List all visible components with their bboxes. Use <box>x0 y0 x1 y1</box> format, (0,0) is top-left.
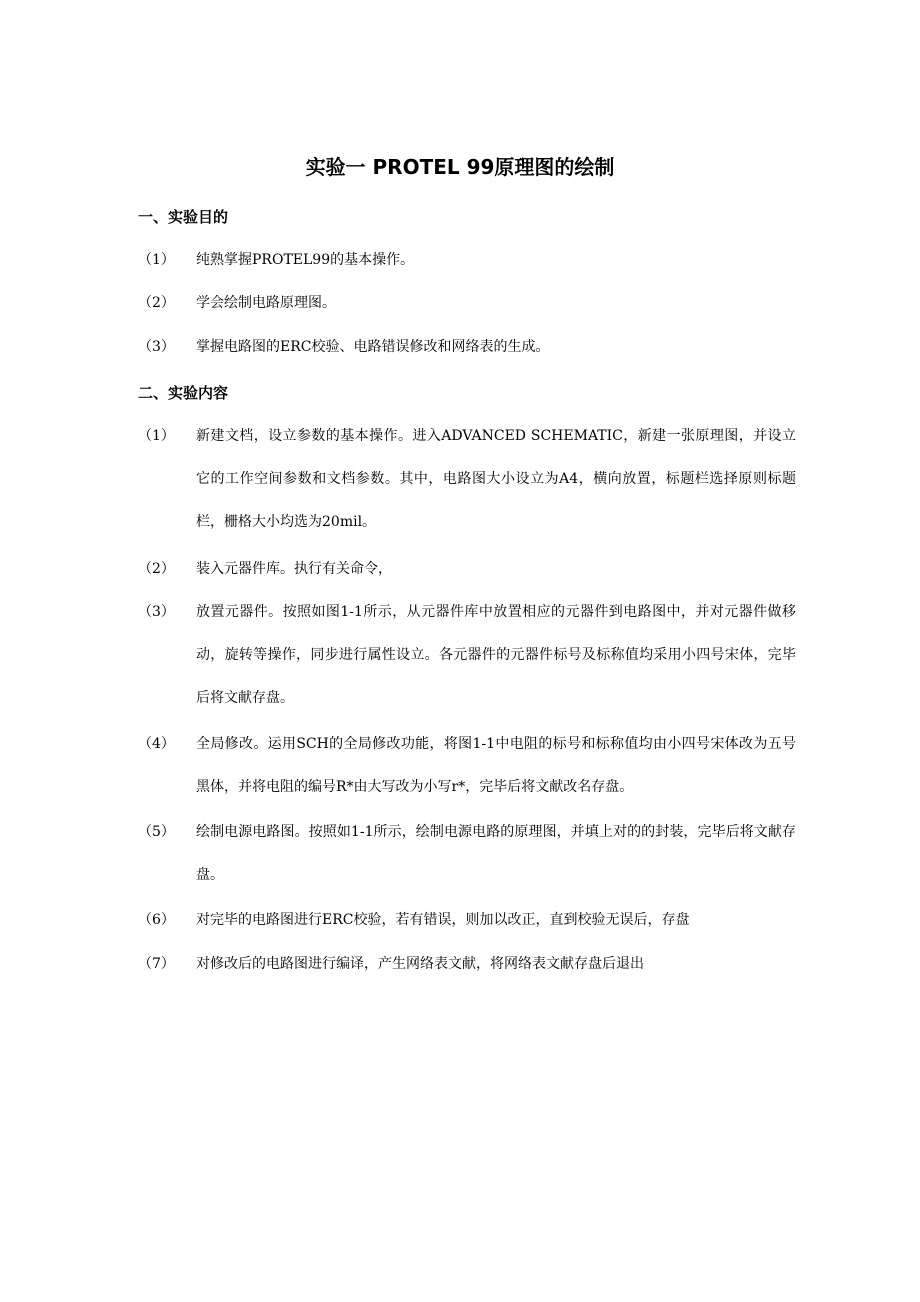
item-number: （5） <box>138 824 175 840</box>
section-heading-content: 二、实验内容 <box>138 384 229 402</box>
item-number: （1） <box>138 252 175 268</box>
list-item <box>138 943 798 986</box>
item-number: （1） <box>138 428 175 444</box>
document-title: 实验一 PROTEL 99原理图的绘制 <box>305 155 615 179</box>
item-text: 全局修改。运用SCH的全局修改功能，将图1-1中电阻的标号和标称值均由小四号宋体改为五号黑体，并将电阻的编号R*由大写改为小写r*，完毕后将文献改名存盘。 <box>196 736 796 795</box>
list-item <box>138 811 798 897</box>
item-text: 绘制电源电路图。按照如1-1所示，绘制电源电路的原理图，并填上对的的封装，完毕后将文献存盘。 <box>196 824 796 883</box>
item-text: 掌握电路图的ERC校验、电路错误修改和网络表的生成。 <box>196 339 550 355</box>
list-item <box>138 326 798 369</box>
item-number: （3） <box>138 339 175 355</box>
item-number: （7） <box>138 956 175 972</box>
item-text: 新建文档，设立参数的基本操作。进入ADVANCED SCHEMATIC，新建一张原理图，并设立它的工作空间参数和文档参数。其中，电路图大小设立为A4，横向放置，标题栏选择原则标题栏，栅格大小均选为20mil。 <box>196 428 796 530</box>
list-item <box>138 723 798 809</box>
item-text: 学会绘制电路原理图。 <box>196 295 336 311</box>
list-item <box>138 415 798 544</box>
list-item <box>138 899 798 942</box>
item-number: （4） <box>138 736 175 752</box>
item-text: 对完毕的电路图进行ERC校验，若有错误，则加以改正，直到校验无误后，存盘 <box>196 912 690 928</box>
section-heading-purpose: 一、实验目的 <box>138 208 229 226</box>
list-item <box>138 548 798 591</box>
item-number: （6） <box>138 912 175 928</box>
item-text: 纯熟掌握PROTEL99的基本操作。 <box>196 252 415 268</box>
item-text: 对修改后的电路图进行编译，产生网络表文献，将网络表文献存盘后退出 <box>196 956 644 972</box>
item-number: （2） <box>138 295 175 311</box>
item-number: （2） <box>138 561 175 577</box>
list-item <box>138 282 798 325</box>
item-text: 放置元器件。按照如图1-1所示，从元器件库中放置相应的元器件到电路图中，并对元器件做移动，旋转等操作，同步进行属性设立。各元器件的元器件标号及标称值均采用小四号宋体，完毕后将文献存盘。 <box>196 604 796 706</box>
item-number: （3） <box>138 604 175 620</box>
list-item <box>138 239 798 282</box>
item-text: 装入元器件库。执行有关命令， <box>196 561 392 577</box>
list-item <box>138 591 798 720</box>
